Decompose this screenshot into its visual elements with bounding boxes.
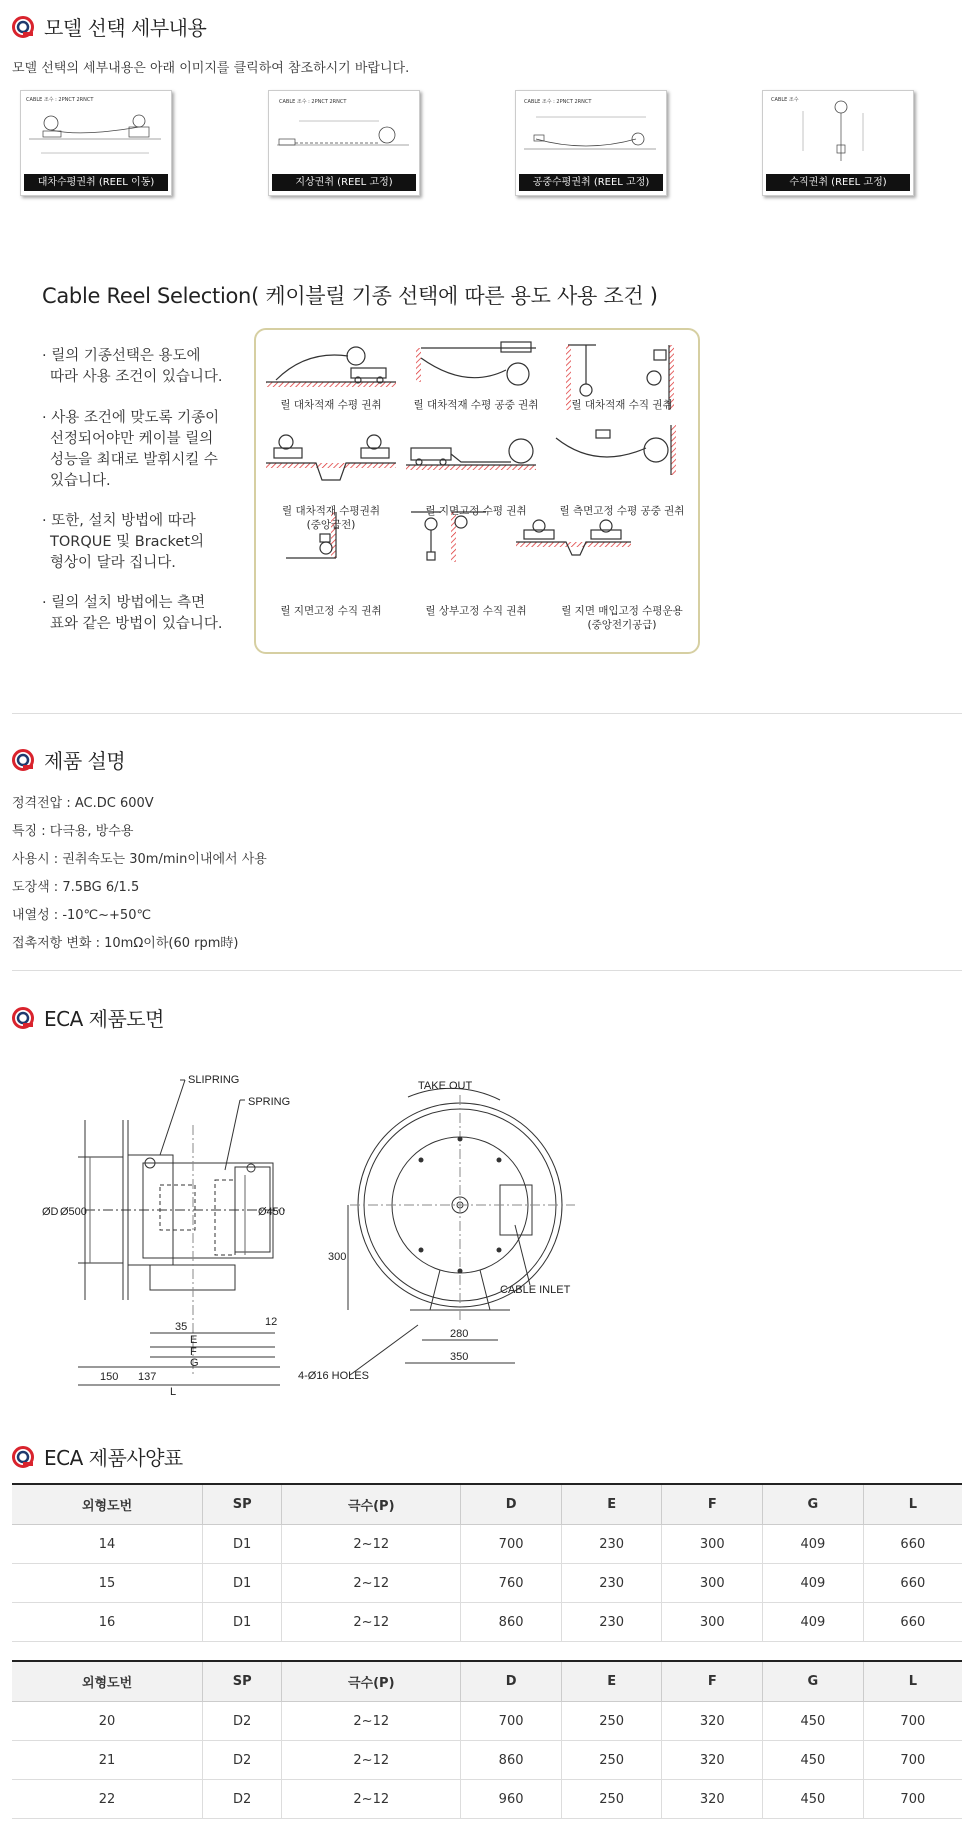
label-e: E: [190, 1334, 198, 1346]
section-header-product-desc: [12, 745, 125, 774]
section-title: 제품 설명: [44, 749, 126, 773]
label-g: G: [190, 1357, 199, 1369]
install-cell-3: 릴 대차적재 수직 권취: [571, 399, 673, 411]
label-d500: Ø500: [60, 1206, 87, 1218]
table-row: 14 D1 2~12 700 230 300 409 660: [12, 1525, 962, 1564]
table-header-row: 외형도번 SP 극수(P) D E F G L: [12, 1484, 962, 1525]
bullet-1: · 릴의 기종선택은 용도에 따라 사용 조건이 있습니다.: [42, 348, 223, 385]
spec-usage: 사용시 : 권취속도는 30m/min이내에서 사용: [12, 852, 267, 867]
table-row: 21 D2 2~12 860 250 320 450 700: [12, 1741, 962, 1780]
divider: [12, 970, 962, 971]
install-cell-4: 릴 대차적재 수평권취 (중앙급전): [282, 505, 380, 531]
bullet-4: · 릴의 설치 방법에는 측면 표와 같은 방법이 있습니다.: [42, 595, 223, 632]
spec-contact: 접촉저항 변화 : 10mΩ이하(60 rpm時): [12, 936, 239, 951]
label-280: 280: [450, 1328, 469, 1340]
thumbnail-horizontal-carriage[interactable]: [20, 90, 172, 196]
install-cell-7: 릴 지면고정 수직 권취: [280, 605, 382, 617]
thumbnail-caption: 대차수평권취 (REEL 이동): [24, 174, 168, 191]
install-cell-9: 릴 지면 매입고정 수평운용 (중앙전기공급): [561, 605, 683, 631]
cable-reel-title: Cable Reel Selection( 케이블릴 기종 선택에 따른 용도 사용 조건 ): [42, 284, 658, 308]
table-row: 15 D1 2~12 760 230 300 409 660: [12, 1564, 962, 1603]
brand-logo-icon: [12, 16, 34, 38]
install-cell-1: 릴 대차적재 수평 권취: [280, 399, 382, 411]
label-f: F: [190, 1346, 197, 1358]
spec-feature: 특징 : 다극용, 방수용: [12, 824, 134, 839]
label-350: 350: [450, 1351, 469, 1363]
label-12: 12: [265, 1316, 278, 1328]
install-cell-8: 릴 상부고정 수직 권취: [425, 605, 527, 617]
install-cell-6: 릴 측면고정 수평 공중 권취: [559, 505, 685, 517]
label-300: 300: [328, 1251, 347, 1263]
label-holes: 4-Ø16 HOLES: [298, 1370, 369, 1382]
table-row: 16 D1 2~12 860 230 300 409 660: [12, 1603, 962, 1642]
spec-voltage: 정격전압 : AC.DC 600V: [12, 796, 154, 811]
brand-logo-icon: [12, 1007, 34, 1029]
label-spring: SPRING: [248, 1096, 291, 1108]
section-title: ECA 제품도면: [44, 1007, 164, 1031]
label-150: 150: [100, 1371, 119, 1383]
label-137: 137: [138, 1371, 157, 1383]
spec-table-d1: [12, 1483, 962, 1642]
diagram-image: [516, 91, 666, 171]
thumbnail-vertical-winding[interactable]: [762, 90, 914, 196]
thumbnail-aerial-winding[interactable]: [515, 90, 667, 196]
diagram-image: [21, 91, 171, 171]
label-take-out: TAKE OUT: [418, 1080, 473, 1092]
eca-product-drawing: [30, 1075, 590, 1395]
install-cell-2: 릴 대차적재 수평 공중 권취: [413, 399, 539, 411]
label-slipring: SLIPRING: [188, 1075, 240, 1086]
thumbnail-caption: 공중수평권취 (REEL 고정): [519, 174, 663, 191]
diagram-image: [269, 91, 419, 171]
svg-text:CABLE 조수: CABLE 조수: [771, 97, 799, 103]
table-row: 20 D2 2~12 700 250 320 450 700: [12, 1702, 962, 1741]
label-d: ØD: [42, 1206, 59, 1218]
section-header-spec-table: [12, 1442, 183, 1471]
svg-text:CABLE 조수 : 2PNCT 2RNCT: CABLE 조수 : 2PNCT 2RNCT: [524, 99, 592, 105]
label-35: 35: [175, 1321, 188, 1333]
svg-text:CABLE 조수 : 2PNCT 2RNCT: CABLE 조수 : 2PNCT 2RNCT: [26, 97, 94, 103]
thumbnail-caption: 수직권취 (REEL 고정): [766, 174, 910, 191]
section-header-model-select: [12, 12, 206, 41]
reel-installation-panel: [254, 328, 700, 654]
intro-text: 모델 선택의 세부내용은 아래 이미지를 클릭하여 참조하시기 바랍니다.: [12, 61, 410, 76]
install-cell-5: 릴 지면고정 수평 권취: [425, 505, 527, 517]
label-d450: Ø450: [258, 1206, 285, 1218]
label-cable-inlet: CABLE INLET: [500, 1284, 571, 1296]
svg-text:CABLE 조수 : 2PNCT 2RNCT: CABLE 조수 : 2PNCT 2RNCT: [279, 99, 347, 105]
spec-heat: 내열성 : -10℃~+50℃: [12, 908, 152, 923]
thumbnail-caption: 지상권취 (REEL 고정): [272, 174, 416, 191]
table-header-row: 외형도번 SP 극수(P) D E F G L: [12, 1661, 962, 1702]
bullet-2: · 사용 조건에 맞도록 기종이 선정되어야만 케이블 릴의 성능을 최대로 발휘시킬 수 있습니다.: [42, 410, 220, 489]
spec-paint: 도장색 : 7.5BG 6/1.5: [12, 880, 140, 895]
brand-logo-icon: [12, 1446, 34, 1468]
spec-table-d2: [12, 1660, 962, 1819]
label-l: L: [170, 1386, 177, 1395]
brand-logo-icon: [12, 749, 34, 771]
section-header-drawing: [12, 1003, 164, 1032]
table-row: 22 D2 2~12 960 250 320 450 700: [12, 1780, 962, 1819]
bullet-3: · 또한, 설치 방법에 따라 TORQUE 및 Bracket의 형상이 달라 집니다.: [42, 513, 205, 571]
section-title: ECA 제품사양표: [44, 1446, 183, 1470]
thumbnail-ground-winding[interactable]: [268, 90, 420, 196]
divider: [12, 713, 962, 714]
section-title: 모델 선택 세부내용: [44, 16, 207, 40]
diagram-image: [763, 91, 913, 171]
